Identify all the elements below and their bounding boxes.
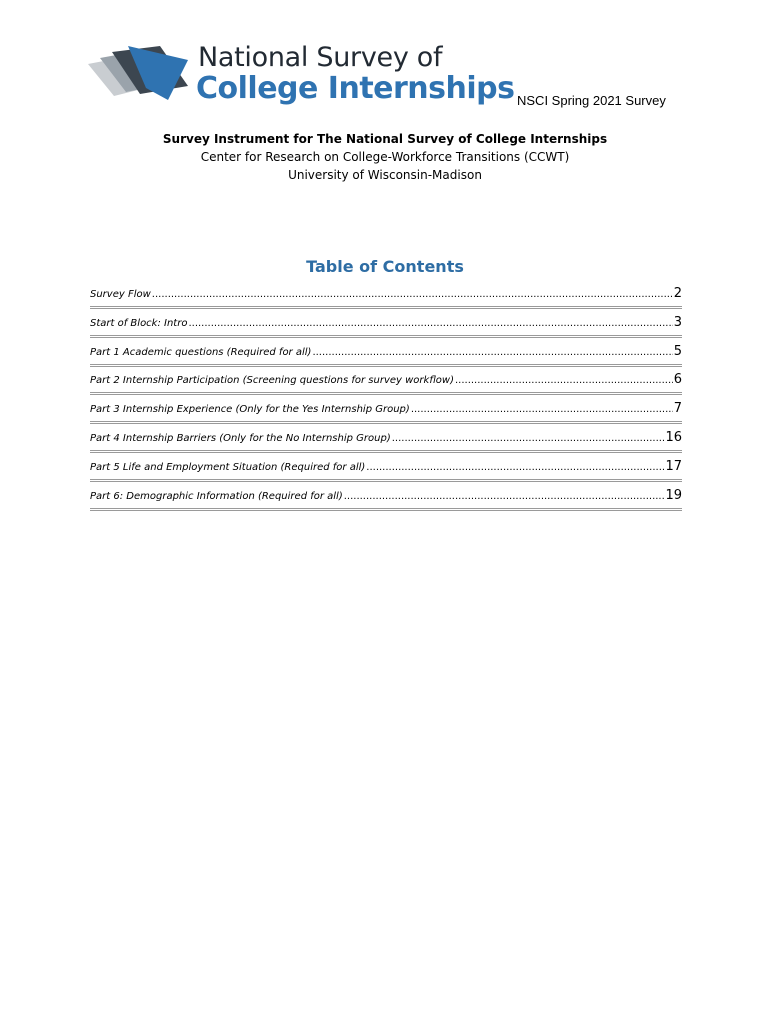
logo-line1: National Survey of: [198, 42, 443, 73]
toc-entry-page: 7: [673, 401, 682, 417]
survey-tag: NSCI Spring 2021 Survey: [517, 93, 666, 108]
toc-entry-part-4[interactable]: [90, 430, 682, 453]
toc-leader-dots: [312, 347, 672, 358]
toc-leader-dots: [188, 318, 672, 329]
toc-entry-label: Part 6: Demographic Information (Required for all): [90, 490, 343, 502]
toc-entry-label: Part 4 Internship Barriers (Only for the No Internship Group): [90, 432, 391, 444]
toc-entry-label: Part 3 Internship Experience (Only for the Yes Internship Group): [90, 404, 410, 416]
toc-entry-label: Start of Block: Intro: [90, 317, 188, 329]
toc-entry-label: Part 2 Internship Participation (Screening questions for survey workflow): [90, 375, 454, 387]
toc-entry-part-2[interactable]: [90, 372, 682, 395]
toc-entry-page: 5: [673, 343, 682, 359]
toc-leader-dots: [344, 491, 665, 502]
toc-entry-survey-flow[interactable]: [90, 286, 682, 309]
toc-leader-dots: [455, 375, 673, 386]
toc-entry-page: 2: [673, 286, 682, 301]
logo-shapes-icon: [88, 42, 198, 106]
document-institution: University of Wisconsin-Madison: [288, 168, 482, 182]
toc-entry-start-of-block[interactable]: [90, 315, 682, 338]
table-of-contents: [90, 286, 682, 516]
toc-heading: Table of Contents: [306, 257, 464, 276]
toc-leader-dots: [366, 462, 664, 473]
toc-entry-page: 3: [673, 314, 682, 330]
toc-entry-part-6[interactable]: [90, 488, 682, 511]
toc-entry-label: Survey Flow: [90, 289, 151, 300]
toc-entry-part-3[interactable]: [90, 401, 682, 424]
toc-entry-page: 19: [665, 487, 682, 503]
toc-entry-page: 16: [665, 429, 682, 445]
toc-leader-dots: [411, 404, 673, 415]
document-header: [0, 130, 770, 184]
nsci-logo: [88, 42, 518, 106]
toc-leader-dots: [152, 289, 673, 300]
toc-entry-part-5[interactable]: [90, 459, 682, 482]
toc-entry-label: Part 1 Academic questions (Required for all): [90, 346, 312, 358]
toc-entry-page: 17: [665, 458, 682, 474]
toc-entry-part-1[interactable]: [90, 344, 682, 367]
logo-line2: College Internships: [196, 71, 515, 106]
toc-leader-dots: [392, 433, 665, 444]
toc-entry-label: Part 5 Life and Employment Situation (Required for all): [90, 461, 366, 473]
document-subtitle: Center for Research on College-Workforce Transitions (CCWT): [200, 150, 570, 164]
document-title: Survey Instrument for The National Survey of College Internships: [162, 132, 608, 146]
toc-entry-page: 6: [673, 372, 682, 388]
